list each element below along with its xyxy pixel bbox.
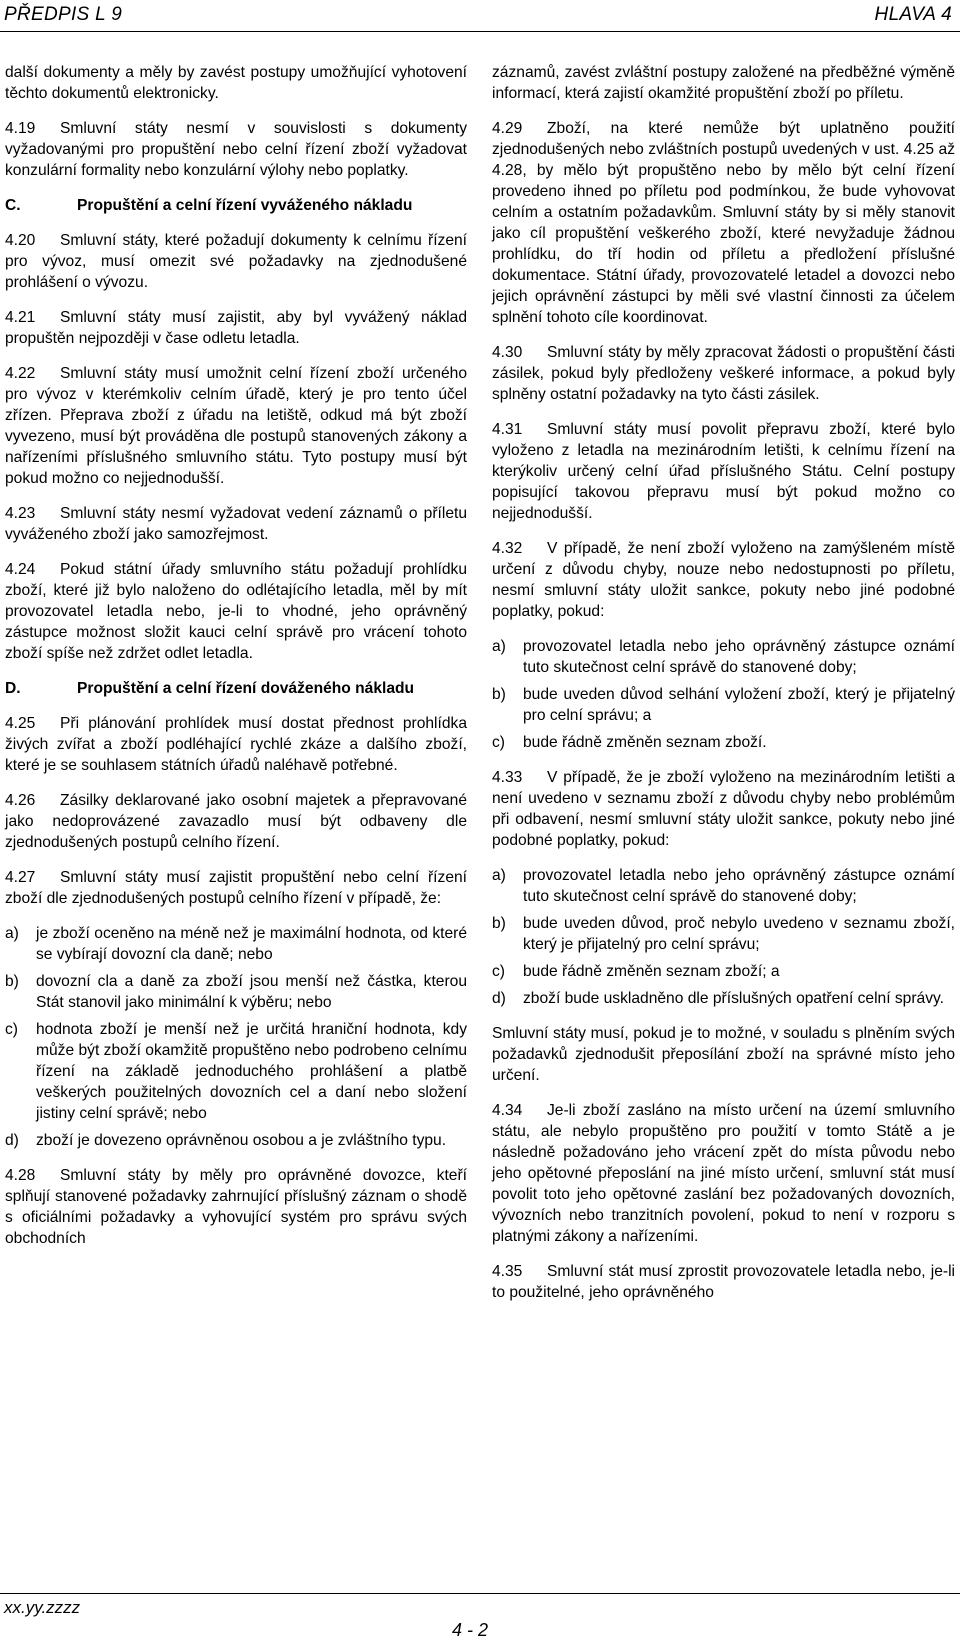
- condition-list: [492, 636, 955, 753]
- section-letter: C.: [5, 197, 21, 214]
- paragraph-number: 4.30: [492, 344, 523, 361]
- list-item-text: bude řádně změněn seznam zboží.: [523, 734, 767, 751]
- list-item-text: bude uveden důvod selhání vyložení zboží, který je přijatelný pro celní správu; a: [523, 686, 955, 724]
- section-heading: [5, 678, 467, 699]
- section-title: Propuštění a celní řízení vyváženého nákladu: [77, 197, 413, 214]
- list-item-label: d): [5, 1132, 19, 1149]
- paragraph-text: V případě, že není zboží vyloženo na zamýšleném místě určení z důvodu chyby, nouze nebo nedostupnosti po příletu, nesmí smluvní státy uložit sankce, pokuty nebo jiné podobné poplatky, pokud:: [492, 540, 955, 620]
- paragraph-number: 4.19: [5, 120, 36, 137]
- numbered-paragraph: [492, 767, 955, 851]
- paragraph-number: 4.24: [5, 561, 36, 578]
- paragraph-number: 4.21: [5, 309, 36, 326]
- paragraph: Smluvní státy musí, pokud je to možné, v souladu s plněním svých požadavků zjednodušit přeposílání zboží na správné místo jeho určení.: [492, 1025, 955, 1084]
- list-item-text: dovozní cla a daně za zboží jsou menší než částka, kterou Stát stanovil jako minimální k výběru; nebo: [36, 973, 467, 1011]
- numbered-paragraph: [5, 363, 467, 489]
- list-item: [492, 684, 955, 726]
- paragraph-number: 4.32: [492, 540, 523, 557]
- list-item-text: zboží bude uskladněno dle příslušných opatření celní správy.: [523, 990, 944, 1007]
- list-item: [492, 988, 955, 1009]
- paragraph-number: 4.22: [5, 365, 36, 382]
- numbered-paragraph: [5, 790, 467, 853]
- list-item: [492, 636, 955, 678]
- paragraph-text: Smluvní státy by měly pro oprávněné dovozce, kteří splňují stanovené požadavky zahrnující příslušný záznam o shodě s oficiálními požadavky a vyhovující systém pro správu svých obchodních: [5, 1167, 467, 1247]
- paragraph-text: Smluvní státy musí zajistit, aby byl vyvážený náklad propuštěn nejpozději v čase odletu letadla.: [5, 309, 467, 347]
- list-item: [492, 865, 955, 907]
- list-item: [492, 961, 955, 982]
- paragraph-number: 4.31: [492, 421, 523, 438]
- list-item-label: b): [5, 973, 19, 990]
- paragraph-number: 4.28: [5, 1167, 36, 1184]
- list-item: [492, 732, 955, 753]
- paragraph-text: Je-li zboží zasláno na místo určení na území smluvního státu, ale nebylo propuštěno pro použití v tomto Státě a je následně požadováno jeho vrácení zpět do místa původu nebo jeho opětovné přeposlání na jiné místo určení, smluvní stát musí povolit toto jeho opětovné zaslání bez požadovaných dovozních, vývozních nebo tranzitních povolení, pokud to není v rozporu s platnými zákony a nařízeními.: [492, 1102, 955, 1245]
- paragraph-number: 4.23: [5, 505, 36, 522]
- right-column: [492, 62, 955, 1317]
- paragraph-text: Při plánování prohlídek musí dostat přednost prohlídka živých zvířat a zboží podléhající rychlé zkáze a dalšího zboží, které je se souhlasem státních úřadů naléhavě potřebné.: [5, 715, 467, 774]
- list-item-text: provozovatel letadla nebo jeho oprávněný zástupce oznámí tuto skutečnost celní správě do stanovené doby;: [523, 867, 955, 905]
- condition-list: [492, 865, 955, 1009]
- paragraph-text: Smluvní státy by měly zpracovat žádosti o propuštění části zásilek, pokud byly předloženy veškeré informace, a pokud byly splněny ostatní požadavky na tyto části zásilek.: [492, 344, 955, 403]
- list-item-text: provozovatel letadla nebo jeho oprávněný zástupce oznámí tuto skutečnost celní správě do stanovené doby;: [523, 638, 955, 676]
- list-item-label: c): [5, 1021, 18, 1038]
- numbered-paragraph: [5, 713, 467, 776]
- numbered-paragraph: [5, 307, 467, 349]
- list-item: [5, 1019, 467, 1124]
- footer-divider: [0, 1593, 960, 1594]
- header-regulation: PŘEDPIS L 9: [4, 4, 123, 25]
- paragraph-text: V případě, že je zboží vyloženo na mezinárodním letišti a není uvedeno v seznamu zboží z důvodu chyby nebo problémům při odbavení, nesmí smluvní státy uložit sankce, pokuty nebo jiné podobné poplatky, pokud:: [492, 769, 955, 849]
- list-item-label: b): [492, 915, 506, 932]
- list-item-text: bude uveden důvod, proč nebylo uvedeno v seznamu zboží, který je přijatelný pro celní správu;: [523, 915, 955, 953]
- list-item: [5, 1130, 467, 1151]
- paragraph-text: Smluvní státy, které požadují dokumenty k celnímu řízení pro vývoz, musí omezit své požadavky na zjednodušené prohlášení o vývozu.: [5, 232, 467, 291]
- list-item-label: c): [492, 734, 505, 751]
- paragraph-text: Smluvní státy musí zajistit propuštění nebo celní řízení zboží dle zjednodušených postupů celního řízení v případě, že:: [5, 869, 467, 907]
- paragraph-text: Smluvní státy musí umožnit celní řízení zboží určeného pro vývoz v kterémkoliv celním úřadě, který je pro tento účel zřízen. Přeprava zboží z úřadu na letiště, odkud má být zboží vyvezeno, musí být prováděna dle postupů stanovených zákony a nařízeními příslušného smluvního státu. Tyto postupy musí být pokud možno co nejjednodušší.: [5, 365, 467, 487]
- paragraph-number: 4.34: [492, 1102, 523, 1119]
- paragraph-text: Pokud státní úřady smluvního státu požadují prohlídku zboží, které již bylo naloženo do odlétajícího letadla, měl by mít provozovatel letadla nebo, je-li to vhodné, jeho oprávněný zástupce možnost složit kauci celní správě pro vrácení tohoto zboží spíše než zdržet odlet letadla.: [5, 561, 467, 662]
- list-item-label: c): [492, 963, 505, 980]
- numbered-paragraph: [5, 559, 467, 664]
- list-item-label: d): [492, 990, 506, 1007]
- numbered-paragraph: [5, 1165, 467, 1249]
- paragraph-text: Smluvní státy nesmí v souvislosti s dokumenty vyžadovanými pro propuštění nebo celní řízení zboží vyžadovat konzulární formality nebo konzulární výlohy nebo poplatky.: [5, 120, 467, 179]
- numbered-paragraph: [492, 1100, 955, 1247]
- list-item: [5, 971, 467, 1013]
- paragraph-number: 4.27: [5, 869, 36, 886]
- numbered-paragraph: [492, 1261, 955, 1303]
- condition-list: [5, 923, 467, 1151]
- numbered-paragraph: [5, 503, 467, 545]
- list-item-label: b): [492, 686, 506, 703]
- list-item-label: a): [492, 638, 506, 655]
- paragraph-number: 4.33: [492, 769, 523, 786]
- numbered-paragraph: [492, 342, 955, 405]
- list-item: [5, 923, 467, 965]
- list-item-text: hodnota zboží je menší než je určitá hraniční hodnota, kdy může být zboží okamžitě propuštěno nebo podrobeno celnímu řízení na základě jednoduchého prohlášení a platbě veškerých použitelných dovozních cel a daní nebo složení jistiny celní správě; nebo: [36, 1021, 467, 1122]
- numbered-paragraph: [492, 419, 955, 524]
- paragraph-number: 4.26: [5, 792, 36, 809]
- paragraph-number: 4.35: [492, 1263, 523, 1280]
- left-column: [5, 62, 467, 1263]
- numbered-paragraph: [492, 538, 955, 622]
- paragraph-text: Smluvní státy nesmí vyžadovat vedení záznamů o příletu vyváženého zboží jako samozřejmost.: [5, 505, 467, 543]
- paragraph-number: 4.25: [5, 715, 36, 732]
- list-item: [492, 913, 955, 955]
- paragraph: záznamů, zavést zvláštní postupy založené na předběžné výměně informací, která zajistí okamžité propuštění zboží po příletu.: [492, 64, 955, 102]
- list-item-label: a): [492, 867, 506, 884]
- paragraph-text: Smluvní státy musí povolit přepravu zboží, které bylo vyloženo z letadla na mezinárodním letišti, k celnímu řízení na kterýkoliv určený celní úřad příslušného Státu. Celní postupy popisující takovou přepravu musí být pokud možno co nejjednodušší.: [492, 421, 955, 522]
- numbered-paragraph: [5, 118, 467, 181]
- numbered-paragraph: [492, 118, 955, 328]
- paragraph-text: Zboží, na které nemůže být uplatněno použití zjednodušených nebo zvláštních postupů uvedených v ust. 4.25 až 4.28, by mělo být propuštěno nebo by mělo být celní řízení provedeno ihned po příletu pod podmínkou, že bude vyhovovat celním a ostatním požadavkům. Smluvní státy by si měly stanovit jako cíl propuštění veškerého zboží, které nevyžaduje žádnou prohlídku, do tří hodin od příletu a předložení příslušné dokumentace. Státní úřady, provozovatelé letadel a dovozci nebo jejich oprávnění zástupci by měli své vlastní činnosti za účelem splnění tohoto cíle koordinovat.: [492, 120, 955, 326]
- numbered-paragraph: [5, 230, 467, 293]
- list-item-text: je zboží oceněno na méně než je maximální hodnota, od které se vybírají dovozní cla daně; nebo: [36, 925, 467, 963]
- section-title: Propuštění a celní řízení dováženého nákladu: [77, 680, 415, 697]
- list-item-text: bude řádně změněn seznam zboží; a: [523, 963, 780, 980]
- section-heading: [5, 195, 467, 216]
- footer-date: xx.yy.zzzz: [4, 1598, 81, 1617]
- page-number: 4 - 2: [452, 1620, 489, 1640]
- paragraph-text: Smluvní stát musí zprostit provozovatele letadla nebo, je-li to použitelné, jeho oprávněného: [492, 1263, 955, 1301]
- list-item-label: a): [5, 925, 19, 942]
- numbered-paragraph: [5, 867, 467, 909]
- header-chapter: HLAVA 4: [874, 4, 952, 25]
- header-divider: [0, 31, 960, 32]
- paragraph: další dokumenty a měly by zavést postupy umožňující vyhotovení těchto dokumentů elektronicky.: [5, 64, 467, 102]
- section-letter: D.: [5, 680, 21, 697]
- list-item-text: zboží je dovezeno oprávněnou osobou a je zvláštního typu.: [36, 1132, 447, 1149]
- paragraph-number: 4.20: [5, 232, 36, 249]
- paragraph-number: 4.29: [492, 120, 523, 137]
- paragraph-text: Zásilky deklarované jako osobní majetek a přepravované jako nedoprovázené zavazadlo musí být odbaveny dle zjednodušených postupů celního řízení.: [5, 792, 467, 851]
